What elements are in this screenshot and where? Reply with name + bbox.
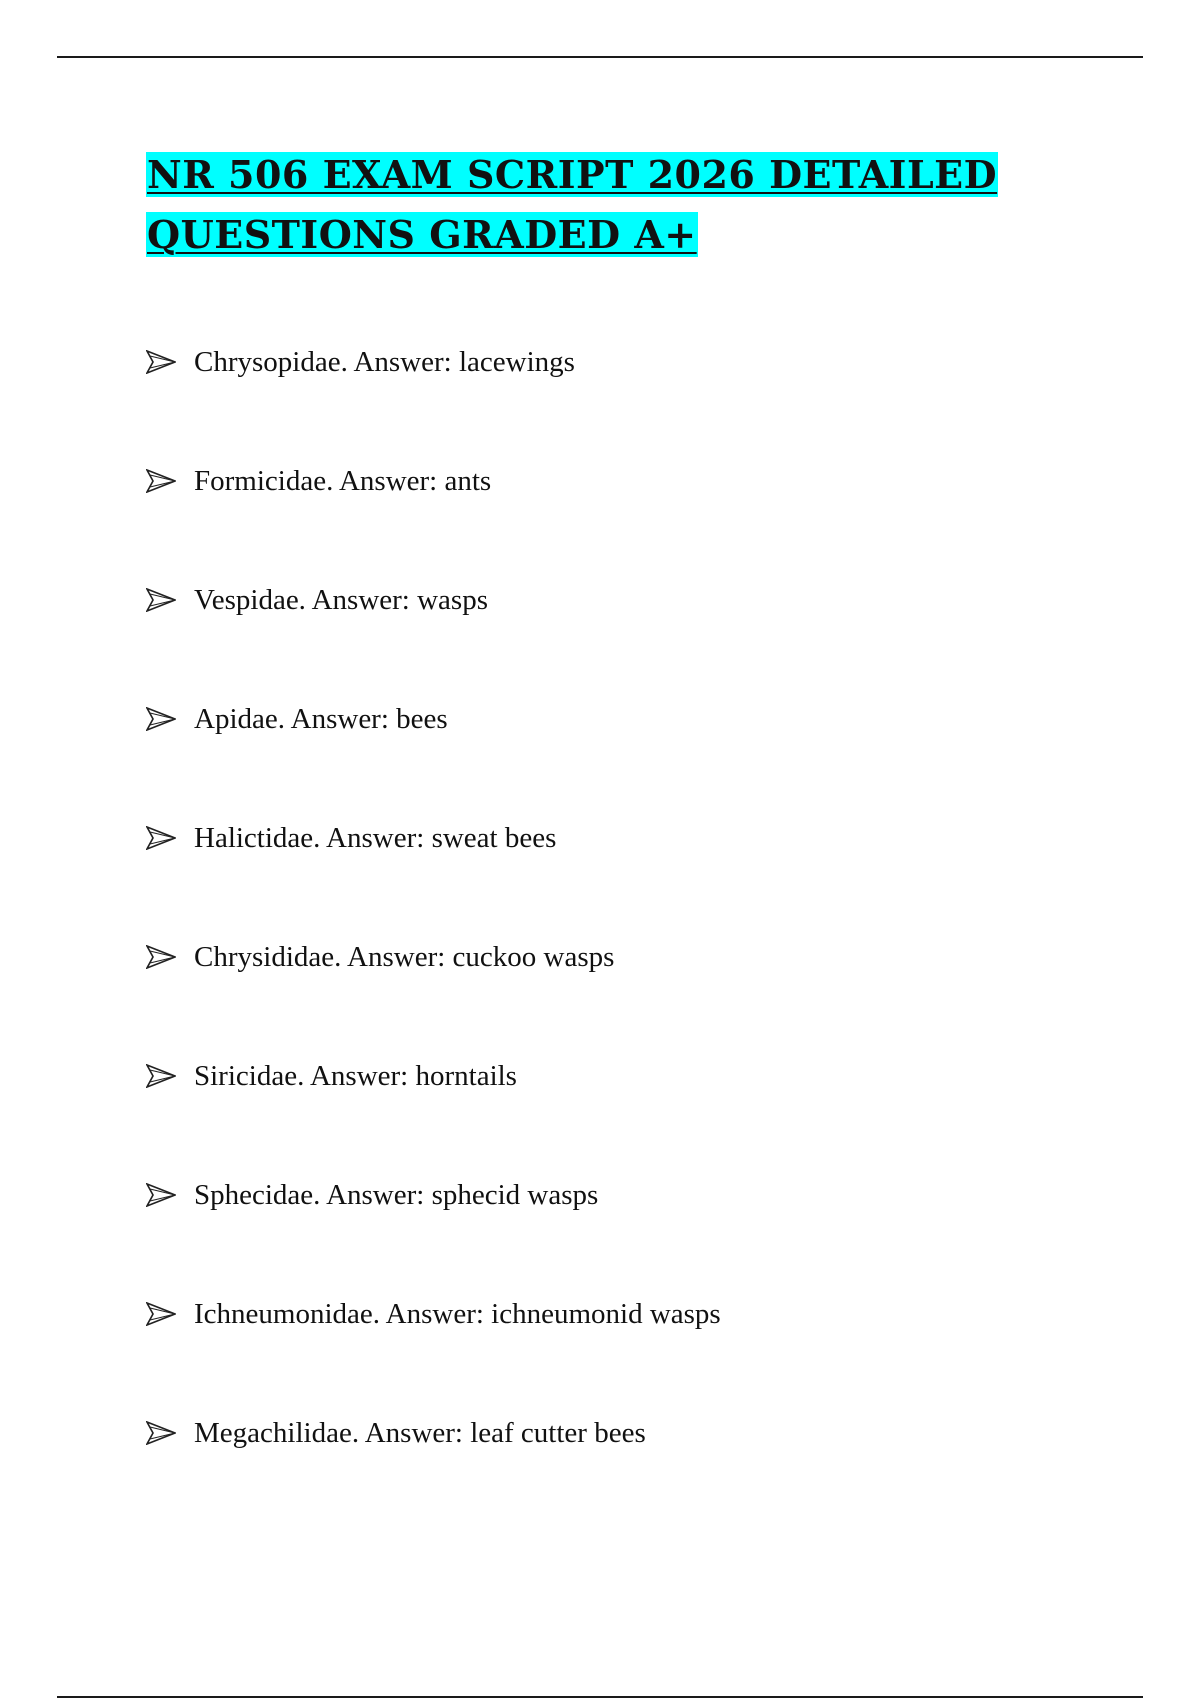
arrow-bullet-icon xyxy=(146,691,178,747)
arrow-bullet-icon xyxy=(146,1286,178,1342)
item-text: Apidae. Answer: bees xyxy=(194,703,448,735)
list-item xyxy=(146,810,721,929)
item-text: Sphecidae. Answer: sphecid wasps xyxy=(194,1179,599,1211)
title-line-2: QUESTIONS GRADED A+ xyxy=(147,212,697,257)
bottom-rule xyxy=(57,1696,1143,1698)
qa-list xyxy=(146,334,721,1524)
item-text: Megachilidae. Answer: leaf cutter bees xyxy=(194,1417,646,1449)
item-text: Formicidae. Answer: ants xyxy=(194,465,492,497)
arrow-bullet-icon xyxy=(146,572,178,628)
item-text: Vespidae. Answer: wasps xyxy=(194,584,488,616)
arrow-bullet-icon xyxy=(146,1048,178,1104)
item-text: Chrysopidae. Answer: lacewings xyxy=(194,346,575,378)
arrow-bullet-icon xyxy=(146,453,178,509)
arrow-bullet-icon xyxy=(146,1405,178,1461)
list-item xyxy=(146,572,721,691)
top-rule xyxy=(57,56,1143,58)
item-text: Halictidae. Answer: sweat bees xyxy=(194,822,557,854)
list-item xyxy=(146,929,721,1048)
item-text: Ichneumonidae. Answer: ichneumonid wasps xyxy=(194,1298,721,1330)
title-line-1: NR 506 EXAM SCRIPT 2026 DETAILED xyxy=(147,152,998,197)
list-item xyxy=(146,453,721,572)
list-item xyxy=(146,1286,721,1405)
arrow-bullet-icon xyxy=(146,1167,178,1223)
document-title xyxy=(146,145,1046,265)
list-item xyxy=(146,691,721,810)
list-item xyxy=(146,1167,721,1286)
list-item xyxy=(146,334,721,453)
item-text: Chrysididae. Answer: cuckoo wasps xyxy=(194,941,615,973)
arrow-bullet-icon xyxy=(146,334,178,390)
list-item xyxy=(146,1405,721,1524)
list-item xyxy=(146,1048,721,1167)
item-text: Siricidae. Answer: horntails xyxy=(194,1060,517,1092)
arrow-bullet-icon xyxy=(146,810,178,866)
arrow-bullet-icon xyxy=(146,929,178,985)
